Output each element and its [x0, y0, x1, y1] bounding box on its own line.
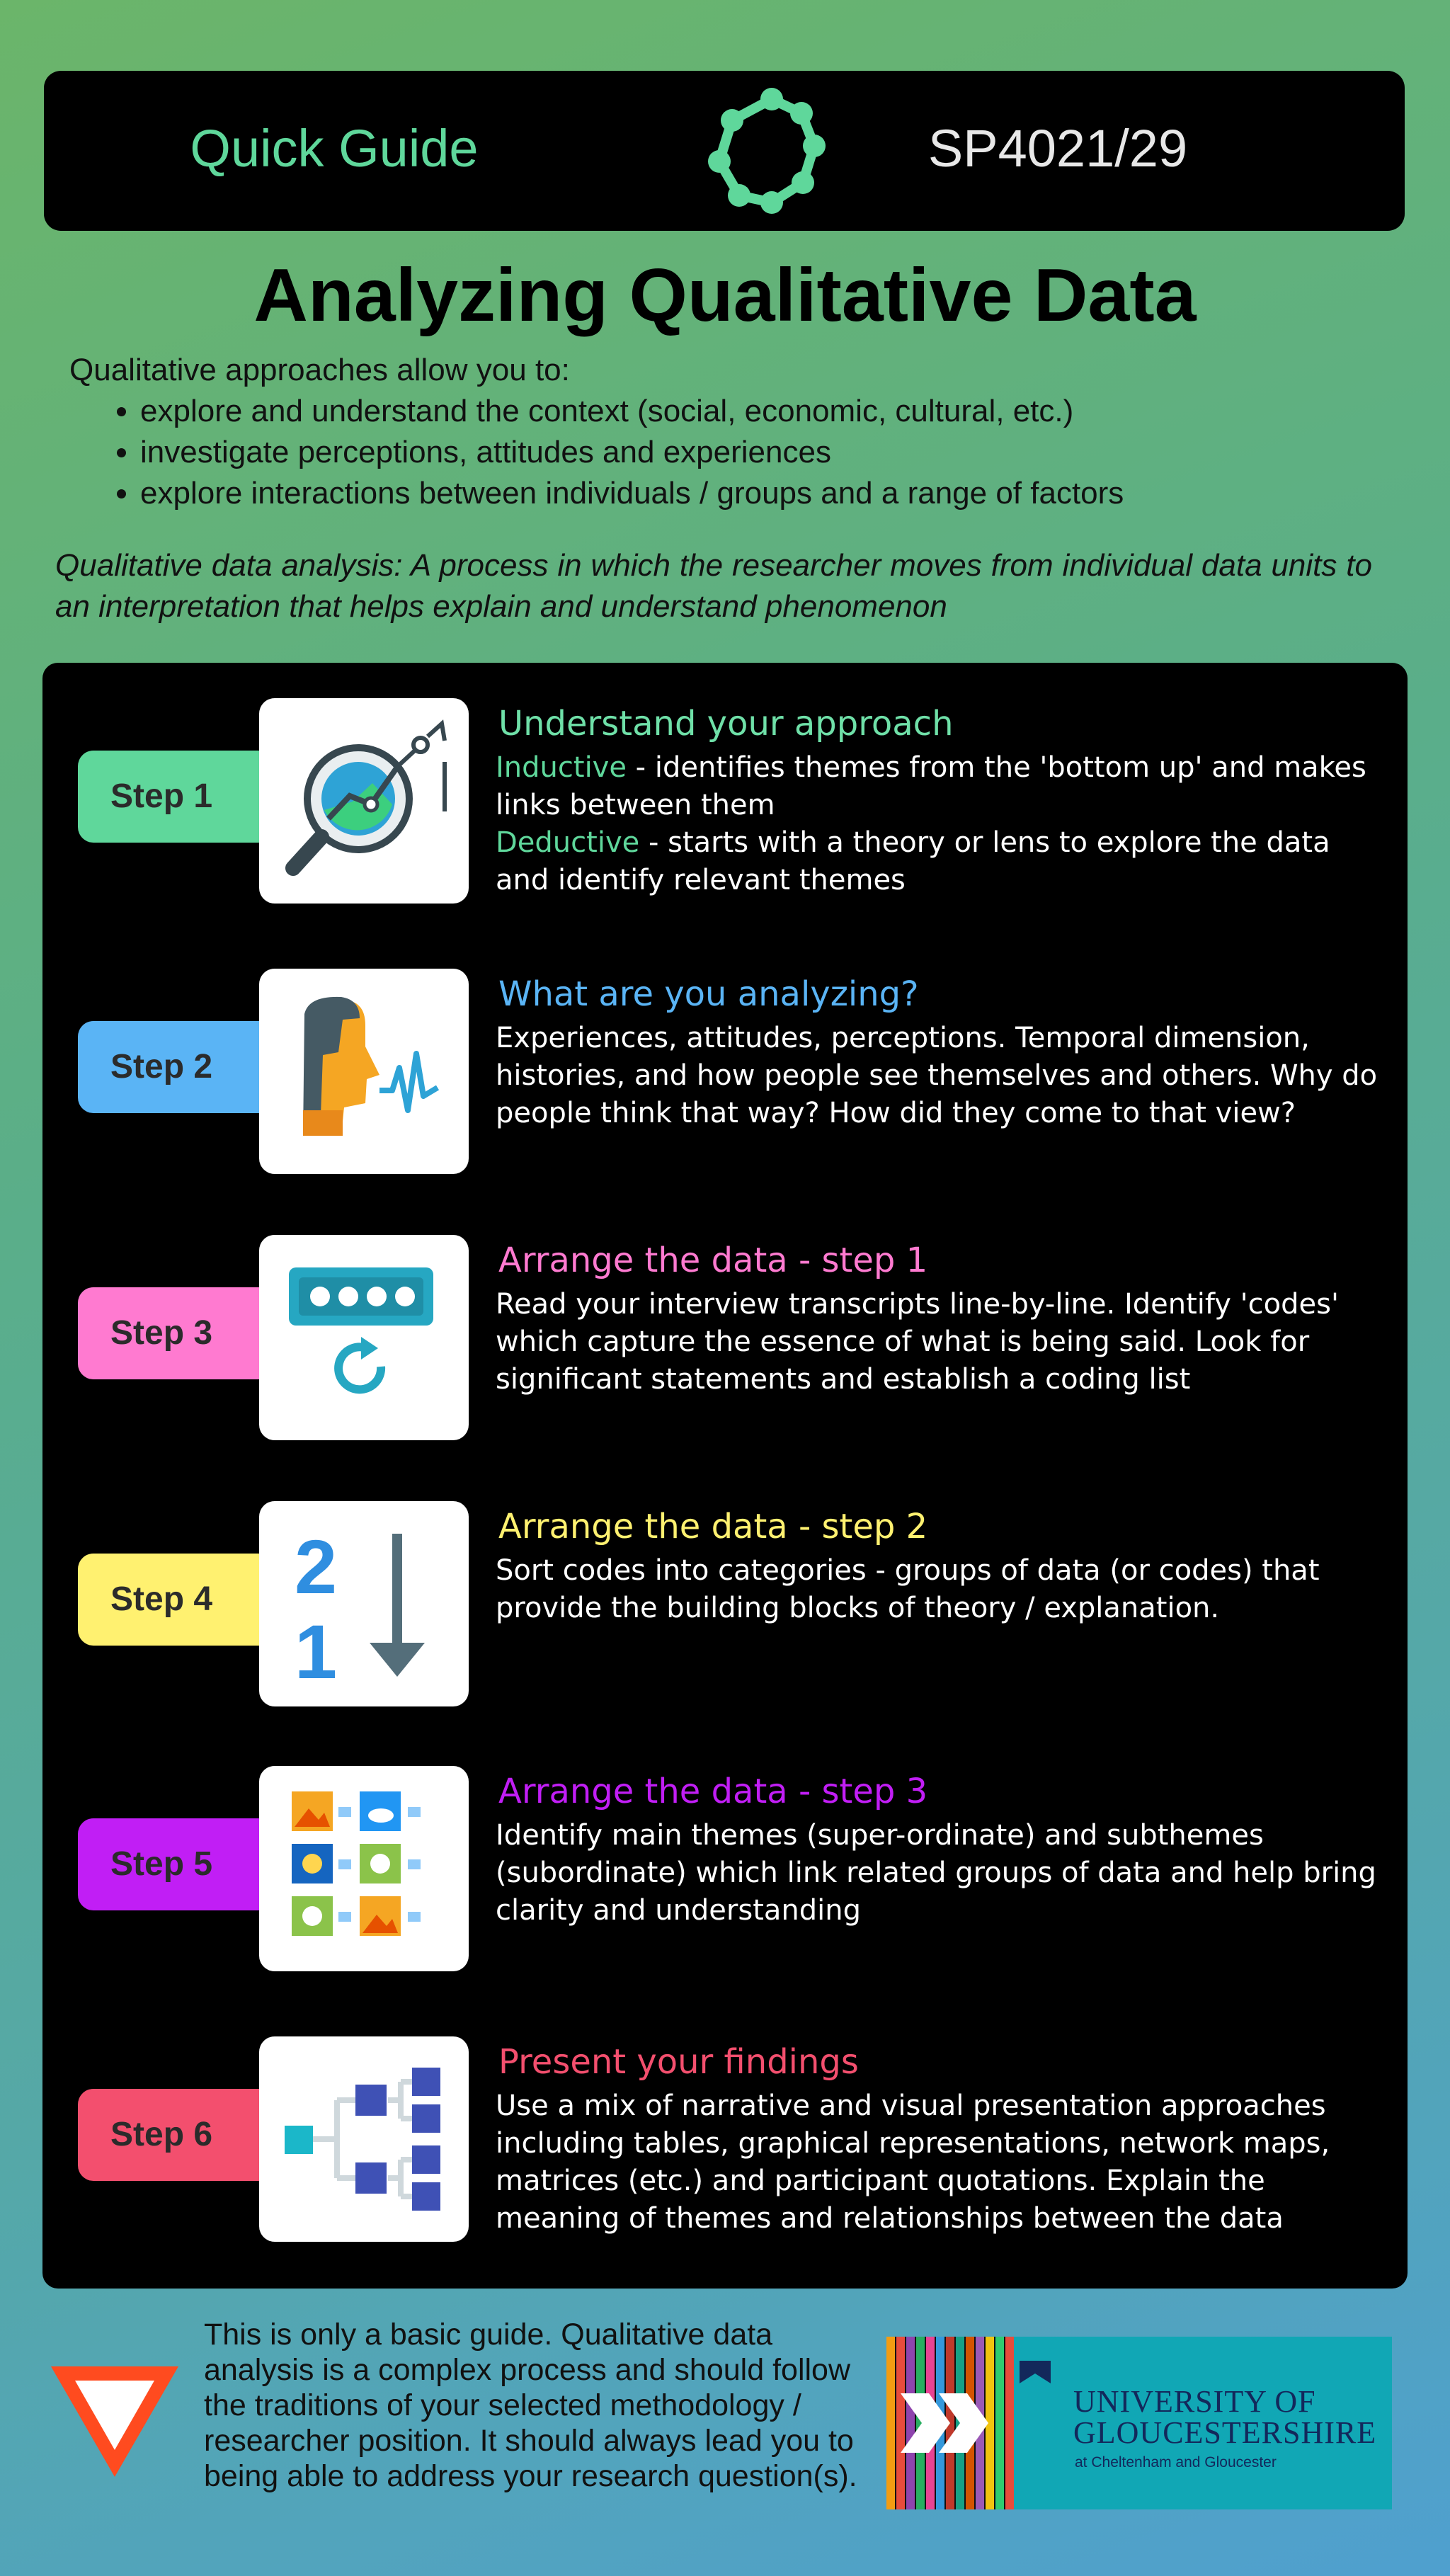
step-label: Step 3: [78, 1287, 269, 1379]
hierarchy-tree-icon: [259, 2036, 469, 2242]
intro-list: [69, 391, 1379, 514]
step-icon-card: [259, 1235, 469, 1440]
step-icon-card: [259, 698, 469, 904]
page-title: Analyzing Qualitative Data: [253, 253, 1197, 337]
sort-digit-bottom: 1: [294, 1609, 338, 1694]
step-label: Step 4: [78, 1554, 269, 1646]
quick-guide-label: Quick Guide: [190, 119, 479, 178]
magnifier-chart-icon: [259, 698, 469, 904]
step-6: [42, 2036, 1408, 2242]
step-description: [496, 749, 1388, 899]
inductive-keyword: Inductive: [496, 751, 627, 784]
step-label: Step 2: [78, 1021, 269, 1113]
step-title: Arrange the data - step 3: [498, 1772, 928, 1811]
intro-lead: Qualitative approaches allow you to:: [69, 353, 570, 387]
step-description: Sort codes into categories - groups of data (or codes) that provide the building blocks of theory / explanation.: [496, 1554, 1320, 1624]
step-label: Step 6: [78, 2089, 269, 2181]
deductive-text: - starts with a theory or lens to explore the data and identify relevant themes: [496, 826, 1330, 896]
intro-bullet: • explore interactions between individuals / groups and a range of factors: [140, 473, 1379, 514]
steps-panel: [42, 663, 1408, 2289]
header-bar: [44, 71, 1405, 231]
step-label: Step 1: [78, 751, 269, 843]
intro-section: [69, 350, 1379, 514]
step-3: [42, 1235, 1408, 1440]
university-name: UNIVERSITY OF GLOUCESTERSHIRE: [1073, 2384, 1377, 2450]
step-label: Step 5: [78, 1818, 269, 1910]
step-1: [42, 698, 1408, 904]
intro-bullet: • investigate perceptions, attitudes and experiences: [140, 432, 1379, 473]
step-icon-card: [259, 2036, 469, 2242]
document-code: SP4021/29: [927, 119, 1188, 178]
polygon-network-icon: [695, 84, 837, 218]
step-description: Experiences, attitudes, perceptions. Temporal dimension, histories, and how people see themselves and others. Why do people think that way? How did they come to that view?: [496, 1022, 1378, 1129]
step-description: Use a mix of narrative and visual presentation approaches including tables, graphical representations, network maps, matrices (etc.) and participant quotations. Explain the meaning of themes and relationships between the data: [496, 2090, 1330, 2235]
sort-descending-icon: [259, 1501, 469, 1706]
yield-triangle-icon: [44, 2358, 185, 2485]
step-5: [42, 1766, 1408, 1971]
image-grid-icon: [259, 1766, 469, 1971]
step-title: Arrange the data - step 1: [498, 1241, 928, 1280]
sort-digit-top: 2: [294, 1524, 338, 1609]
step-icon-card: [259, 1766, 469, 1971]
step-title: Present your findings: [498, 2042, 859, 2082]
step-title: What are you analyzing?: [498, 974, 919, 1014]
deductive-keyword: Deductive: [496, 826, 640, 859]
university-logo: [886, 2337, 1392, 2509]
step-icon-card: [259, 969, 469, 1174]
intro-bullet: • explore and understand the context (social, economic, cultural, etc.): [140, 391, 1379, 432]
step-description: Read your interview transcripts line-by-line. Identify 'codes' which capture the essence of what is being said. Look for significant statements and establish a coding list: [496, 1288, 1339, 1396]
step-4: [42, 1501, 1408, 1706]
speaking-person-icon: [259, 969, 469, 1174]
footer-note: This is only a basic guide. Qualitative data analysis is a complex process and should follow the traditions of your selected methodology / researcher position. It should always lead you to being able to address your research question(s).: [204, 2318, 857, 2493]
password-refresh-icon: [259, 1235, 469, 1440]
step-title: Understand your approach: [498, 704, 954, 743]
step-icon-card: [259, 1501, 469, 1706]
university-subtitle: at Cheltenham and Gloucester: [1075, 2454, 1277, 2470]
step-2: [42, 969, 1408, 1174]
step-description: Identify main themes (super-ordinate) and subthemes (subordinate) which link related groups of data and help bring clarity and understanding: [496, 1819, 1376, 1927]
step-title: Arrange the data - step 2: [498, 1507, 928, 1546]
inductive-text: - identifies themes from the 'bottom up' and makes links between them: [496, 751, 1366, 821]
definition-text: Qualitative data analysis: A process in which the researcher moves from individual data units to an interpretation that helps explain and understand phenomenon: [55, 548, 1372, 624]
